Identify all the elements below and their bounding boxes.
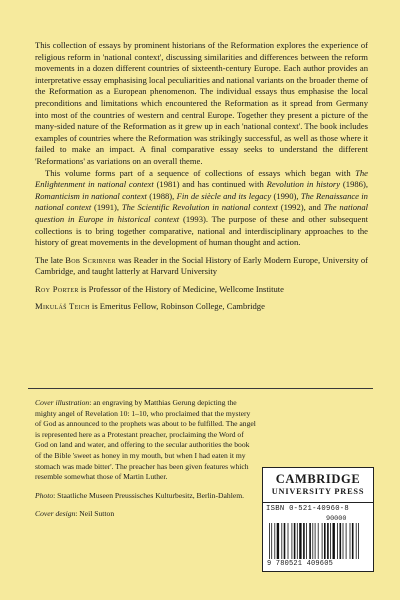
barcode-bar [271,523,272,559]
bio-scribner [35,255,368,278]
barcode-bar [356,523,357,559]
barcode-panel [262,502,374,572]
text-run: (1990), [271,190,301,201]
barcode-icon [269,523,367,559]
text-run: (1991), [91,202,122,213]
barcode-bar [294,523,296,559]
barcode-bar [324,523,326,559]
book-title: The Renaissance in national context [35,190,368,213]
barcode-bar [318,523,319,559]
text-run: (1993). The purpose of these and other subsequent collections is to bring together comparative, national and interdisciplinary approaches to the history of great movements in the development of human thought and action. [35,213,369,248]
barcode-bar [274,523,275,559]
text-run: This volume forms part of a sequence of collections of essays which began with [45,167,356,178]
barcode-digits: 9 780521 409605 [267,560,334,568]
divider [28,388,373,389]
barcode-bar [309,523,311,559]
barcode-bar [284,523,286,559]
barcode-bar [337,523,338,559]
barcode-bar [327,523,329,559]
publisher-logo [262,467,374,503]
blurb-paragraph-2 [35,168,368,249]
text-run: (1981) and has continued with [153,179,267,190]
cover-design-credit [35,509,257,520]
bio-text: is Emeritus Fellow, Robinson College, Cambridge [89,301,265,312]
book-title: Revolution in history [266,179,341,190]
book-title: Fin de siècle and its legacy [176,190,272,201]
author-name: Roy Porter [35,283,79,294]
bio-text: was Reader in the Social History of Early Modern Europe, University of Cambridge, and taught latterly at Harvard University [35,254,368,277]
isbn-label: ISBN 0-521-40960-8 [266,505,350,513]
barcode-bar [315,523,316,559]
barcode-bar [312,523,313,559]
credit-label: Cover illustration [35,398,90,407]
price-code: 90000 [326,515,347,523]
book-title: The Enlightenment in national context [35,167,368,190]
barcode-bar [322,523,323,559]
barcode-bar [277,523,279,559]
barcode-bar [333,523,335,559]
barcode-bar [297,523,298,559]
barcode-bar [352,523,354,559]
barcode-bar [288,523,289,559]
text-run: (1986), [340,179,368,190]
barcode-bar [343,523,344,559]
barcode-bar [346,523,347,559]
credit-text: : Staatliche Museen Preussisches Kulturbesitz, Berlin-Dahlem. [53,490,244,500]
photo-credit [35,491,257,502]
barcode-bar [299,523,301,559]
barcode-bar [292,523,293,559]
bio-prefix: The late [35,254,66,265]
barcode-bar [350,523,351,559]
credit-label: Photo [35,490,54,500]
barcode-bar [358,523,359,559]
credit-text: : an engraving by Matthias Gerung depicting the mighty angel of Revelation 10: 1–10, who proclaimed that the mystery of God as announced to the prophets was about to be fulfilled. The angel is represented here as a Protestant preacher, proclaiming the Word of God on land and water, and offering to the secular authorities the book of the Bible 'sweet as honey in my mouth, but when I had eaten it my stomach was made bitter'. The preacher has been given features which resemble somewhat those of Martin Luther. [35,398,256,482]
barcode-bar [303,523,305,559]
bio-teich [35,301,368,313]
barcode-bar [269,523,270,559]
author-name: Bob Scribner [65,254,116,265]
credit-text: : Neil Sutton [75,509,115,519]
book-title: The Scientific Revolution in national context [121,202,278,213]
cover-credits [35,398,257,520]
blurb-paragraph-1: This collection of essays by prominent historians of the Reformation explores the experience of religious reform in 'national context', discussing similarities and differences between the reform movements in a dozen different countries of sixteenth-century Europe. Each author provides an interpretative essay emphasising local peculiarities and national variants on the broader theme of the Reformation as a European phenomenon. The individual essays thus emphasise the local preconditions and limitations which encountered the Reformation as it spread from Germany into most of the countries of western and central Europe. Together they present a picture of the many-sided nature of the Reformation as it grew up in each 'national context'. The book includes examples of countries where the Reformation was strikingly successful, as well as those where it failed to make an impact. A final comparative essay seeks to understand the different 'Reformations' as variations on an overall theme. [35,40,368,166]
blurb [35,40,368,313]
barcode-bar [306,523,307,559]
bio-text: is Professor of the History of Medicine, Wellcome Institute [78,283,285,294]
cover-illustration-note [35,398,257,483]
credit-label: Cover design [35,509,76,519]
book-title: The national question in Europe in historical context [35,202,369,224]
publisher-name: CAMBRIDGE [275,472,361,486]
publisher-subname: UNIVERSITY PRESS [271,487,365,496]
barcode-bar [340,523,342,559]
bio-porter [35,284,368,296]
author-name: Mikuláš Teich [35,301,90,312]
barcode-bar [281,523,282,559]
text-run: (1988), [146,190,177,201]
barcode-bar [330,523,331,559]
text-run: (1992), and [277,202,324,213]
book-title: Romanticism in national context [35,190,147,201]
